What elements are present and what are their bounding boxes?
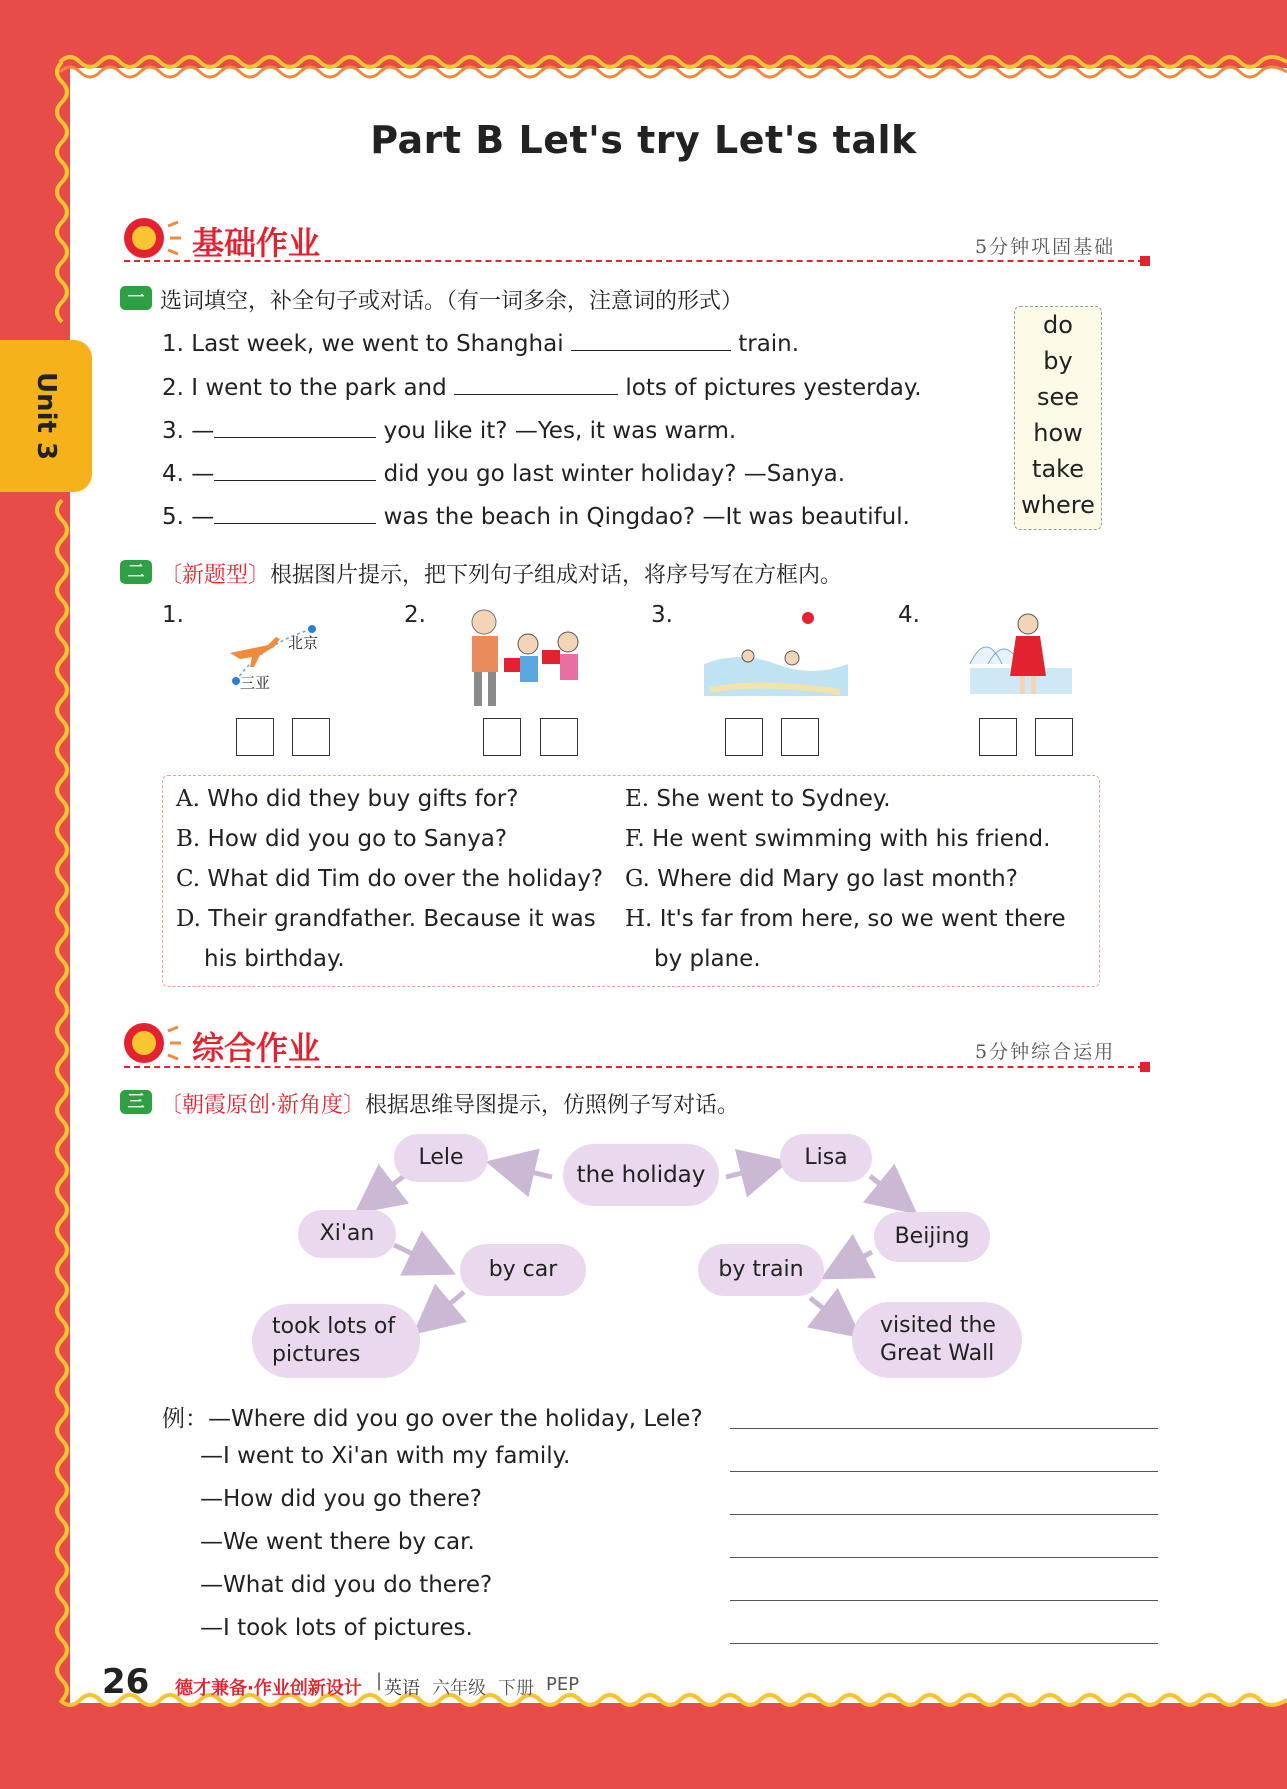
mindmap-node-beijing: Beijing (874, 1212, 990, 1262)
answer-writing-line[interactable] (730, 1600, 1158, 1601)
unit-tab-label: Unit 3 (31, 371, 61, 461)
option-letter: F. (625, 826, 645, 852)
word-bank-item: by (1043, 347, 1073, 375)
word-bank-item: see (1036, 383, 1080, 411)
section2-heading: 综合作业 (192, 1029, 321, 1067)
footer-grade: 六年级 (432, 1678, 486, 1699)
footer-edition: PEP (546, 1674, 580, 1695)
option-letter: G. (625, 866, 650, 892)
mindmap-node-lele: Lele (394, 1134, 488, 1182)
page-number: 26 (102, 1662, 150, 1702)
section1-subheading: 5分钟巩固基础 (975, 236, 1116, 258)
section2-subheading: 5分钟综合运用 (975, 1041, 1116, 1063)
ex1-item-2-text: 2. I went to the park and (162, 375, 447, 401)
ex1-item-2-text-end: lots of pictures yesterday. (625, 375, 922, 401)
option-letter: C. (176, 866, 201, 892)
picture-number-2: 2. (404, 602, 426, 628)
ex2-badge: 二 (120, 560, 152, 584)
option-d-continued: his birthday. (204, 946, 345, 972)
word-bank-item: how (1033, 419, 1083, 447)
ex1-item-1-text: 1. Last week, we went to Shanghai (162, 331, 564, 357)
map-label-sanya: 三亚 (240, 674, 271, 692)
footer-term: 下册 (498, 1678, 534, 1699)
ex1-item-4-text-end: did you go last winter holiday? —Sanya. (383, 461, 846, 487)
ex2-instruction: 根据图片提示，把下列句子组成对话，将序号写在方框内。 (270, 563, 843, 588)
word-bank-item: do (1043, 311, 1073, 339)
answer-writing-line[interactable] (730, 1514, 1158, 1515)
option-letter: A. (176, 786, 200, 812)
footer-series: 德才兼备·作业创新设计 (175, 1678, 362, 1699)
option-letter: H. (625, 906, 653, 932)
option-letter: E. (625, 786, 650, 812)
ex3-instruction: 根据思维导图提示，仿照例子写对话。 (365, 1093, 740, 1118)
option-text: What did Tim do over the holiday? (207, 866, 604, 892)
option-text: How did you go to Sanya? (207, 826, 508, 852)
page-title: Part B Let's try Let's talk (370, 118, 917, 162)
mindmap-center: the holiday (563, 1144, 719, 1206)
map-label-beijing: 北京 (288, 634, 319, 652)
mindmap-node-by-train: by train (698, 1244, 824, 1296)
option-letter: D. (176, 906, 201, 932)
mindmap-node-by-car: by car (460, 1244, 586, 1296)
option-text: He went swimming with his friend. (652, 826, 1051, 852)
picture-number-1: 1. (162, 602, 184, 628)
option-text: Where did Mary go last month? (657, 866, 1018, 892)
answer-writing-line[interactable] (730, 1471, 1158, 1472)
answer-writing-line[interactable] (730, 1643, 1158, 1644)
ex1-item-5-text-end: was the beach in Qingdao? —It was beautiful. (383, 504, 910, 530)
example-text: —Where did you go over the holiday, Lele? (208, 1406, 703, 1432)
answer-writing-line[interactable] (730, 1557, 1158, 1558)
option-text: She went to Sydney. (656, 786, 891, 812)
example-label: 例： (162, 1406, 208, 1432)
mindmap-node-xian: Xi'an (298, 1210, 396, 1258)
picture-number-3: 3. (651, 602, 673, 628)
word-bank-item: take (1032, 455, 1084, 483)
example-line-4: —We went there by car. (200, 1529, 475, 1555)
section1-heading: 基础作业 (192, 224, 321, 262)
ex1-item-3-text: 3. — (162, 418, 215, 444)
example-line-1 (162, 1400, 703, 1433)
picture-number-4: 4. (898, 602, 920, 628)
ex1-badge: 一 (120, 286, 152, 310)
option-text: Who did they buy gifts for? (207, 786, 519, 812)
option-h-continued: by plane. (654, 946, 761, 972)
option-text: It's far from here, so we went there (659, 906, 1066, 932)
example-line-2: —I went to Xi'an with my family. (200, 1443, 571, 1469)
example-line-3: —How did you go there? (200, 1486, 482, 1512)
word-bank-item: where (1021, 491, 1095, 519)
ex1-item-5-text: 5. — (162, 504, 215, 530)
example-line-5: —What did you do there? (200, 1572, 493, 1598)
ex3-tag: 〔朝霞原创·新角度〕 (160, 1093, 365, 1118)
option-letter: B. (176, 826, 201, 852)
ex1-item-1-text-end: train. (738, 331, 800, 357)
footer-subject: 英语 (384, 1678, 420, 1699)
mindmap-node-lisa: Lisa (780, 1134, 872, 1182)
ex3-badge: 三 (120, 1090, 152, 1114)
mindmap-node-took-pictures: took lots of pictures (252, 1304, 420, 1378)
footer-divider: | (376, 1670, 383, 1691)
ex1-item-3-text-end: you like it? —Yes, it was warm. (383, 418, 737, 444)
example-line-6: —I took lots of pictures. (200, 1615, 473, 1641)
answer-writing-line[interactable] (730, 1428, 1158, 1429)
mindmap-node-great-wall: visited the Great Wall (852, 1302, 1022, 1378)
ex1-instruction: 选词填空，补全句子或对话。（有一词多余，注意词的形式） (160, 289, 744, 314)
ex2-tag: 〔新题型〕 (160, 563, 271, 588)
ex1-item-4-text: 4. — (162, 461, 215, 487)
option-text: Their grandfather. Because it was (208, 906, 596, 932)
